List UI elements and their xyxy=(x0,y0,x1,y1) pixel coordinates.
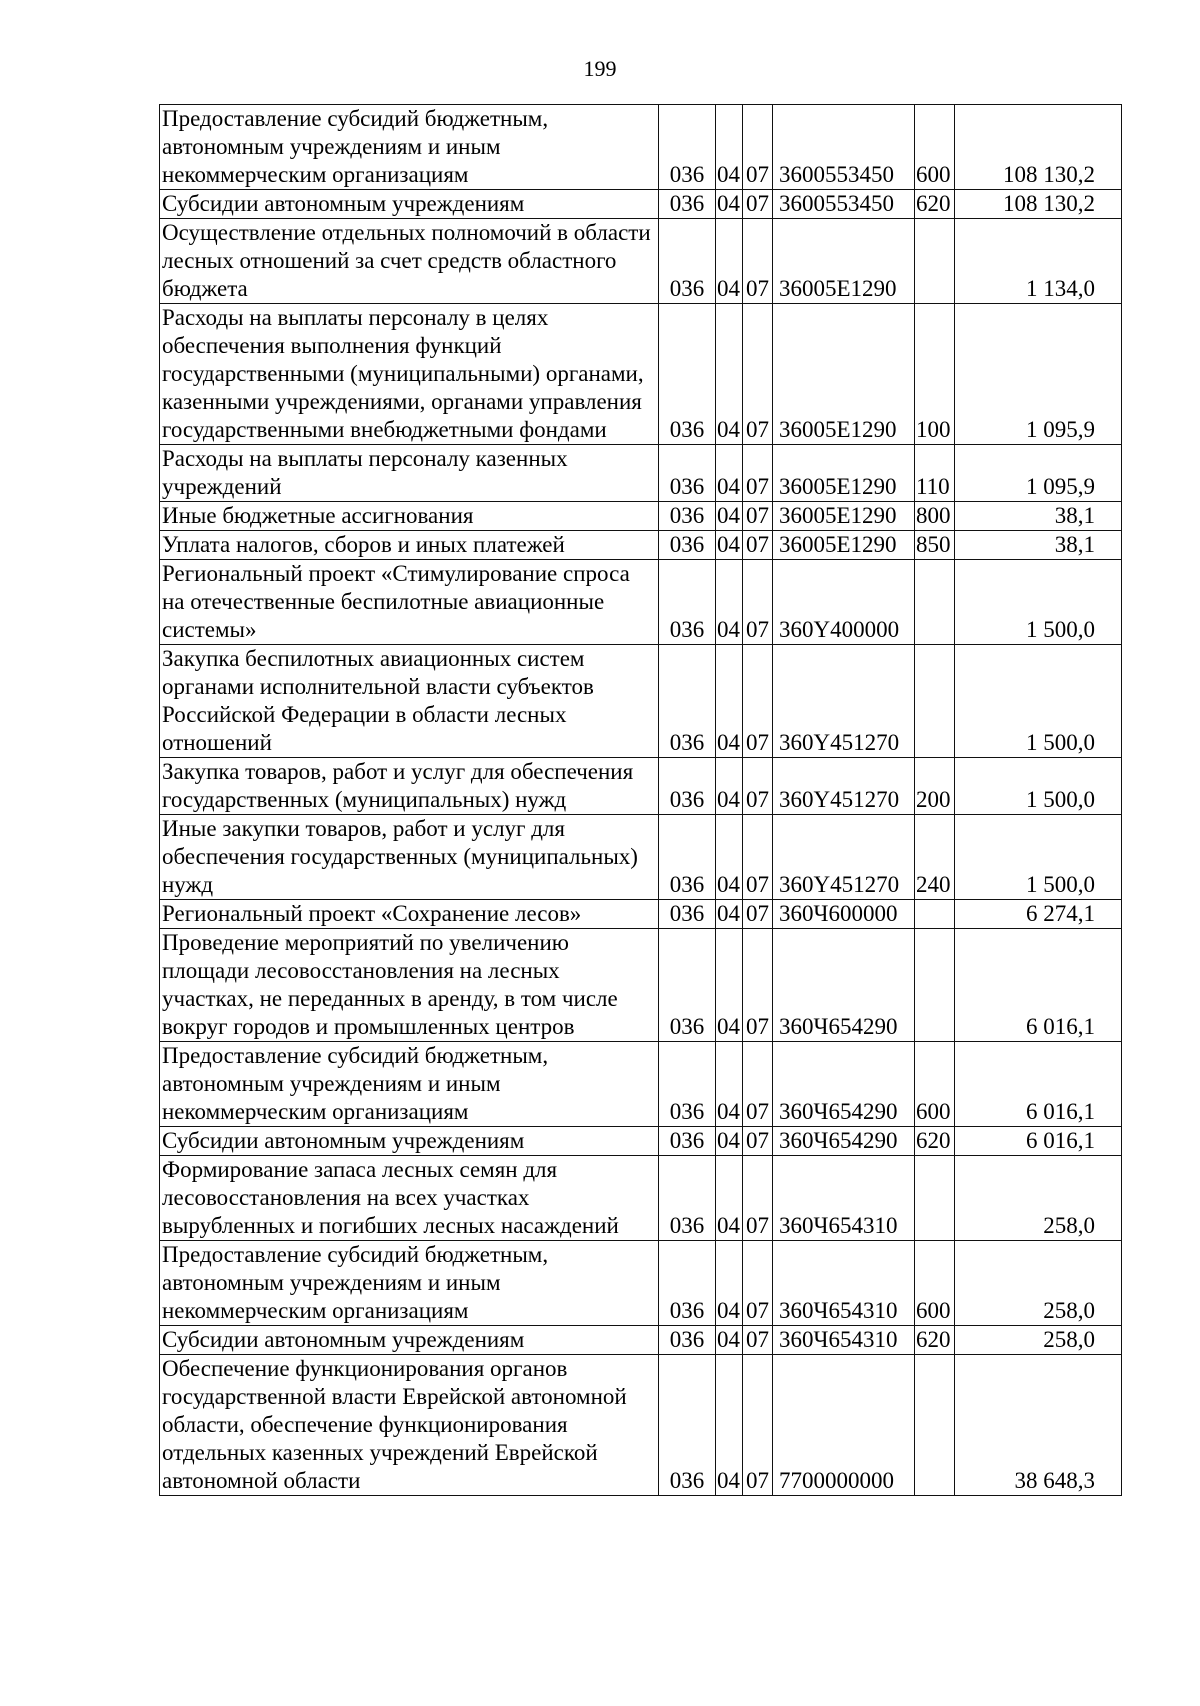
target-article-cell: 360Ч654290 xyxy=(773,1042,915,1127)
expense-type-cell xyxy=(915,219,955,304)
amount-cell: 258,0 xyxy=(955,1241,1122,1326)
expense-type-cell: 620 xyxy=(915,1127,955,1156)
table-row xyxy=(160,645,1122,758)
table-row xyxy=(160,445,1122,502)
expense-name-cell: Обеспечение функционирования органов государственной власти Еврейской автономной области, обеспечение функционирования отдельных казенных учреждений Еврейской автономной области xyxy=(160,1355,659,1496)
expense-type-cell: 600 xyxy=(915,1241,955,1326)
target-article-cell: 7700000000 xyxy=(773,1355,915,1496)
section-code-cell: 04 xyxy=(716,1326,743,1355)
ministry-code-cell: 036 xyxy=(659,645,716,758)
expense-type-cell xyxy=(915,1156,955,1241)
section-code-cell: 04 xyxy=(716,190,743,219)
target-article-cell: 360Y400000 xyxy=(773,560,915,645)
expense-name-cell: Субсидии автономным учреждениям xyxy=(160,1127,659,1156)
table-row xyxy=(160,815,1122,900)
table-row xyxy=(160,929,1122,1042)
expense-type-cell: 200 xyxy=(915,758,955,815)
table-row xyxy=(160,502,1122,531)
section-code-cell: 04 xyxy=(716,1156,743,1241)
ministry-code-cell: 036 xyxy=(659,445,716,502)
ministry-code-cell: 036 xyxy=(659,1241,716,1326)
table-row xyxy=(160,1042,1122,1127)
subsection-code-cell: 07 xyxy=(743,1355,773,1496)
expense-name-cell: Закупка товаров, работ и услуг для обеспечения государственных (муниципальных) нужд xyxy=(160,758,659,815)
expense-type-cell: 850 xyxy=(915,531,955,560)
ministry-code-cell: 036 xyxy=(659,1355,716,1496)
ministry-code-cell: 036 xyxy=(659,1326,716,1355)
expense-type-cell: 100 xyxy=(915,304,955,445)
section-code-cell: 04 xyxy=(716,105,743,190)
amount-cell: 108 130,2 xyxy=(955,105,1122,190)
ministry-code-cell: 036 xyxy=(659,758,716,815)
expense-name-cell: Уплата налогов, сборов и иных платежей xyxy=(160,531,659,560)
amount-cell: 1 500,0 xyxy=(955,560,1122,645)
subsection-code-cell: 07 xyxy=(743,900,773,929)
table-row xyxy=(160,560,1122,645)
section-code-cell: 04 xyxy=(716,900,743,929)
expense-type-cell xyxy=(915,645,955,758)
amount-cell: 6 016,1 xyxy=(955,1042,1122,1127)
target-article-cell: 360Ч654310 xyxy=(773,1241,915,1326)
amount-cell: 1 095,9 xyxy=(955,304,1122,445)
subsection-code-cell: 07 xyxy=(743,502,773,531)
amount-cell: 1 095,9 xyxy=(955,445,1122,502)
expense-type-cell: 620 xyxy=(915,190,955,219)
target-article-cell: 36005E1290 xyxy=(773,445,915,502)
section-code-cell: 04 xyxy=(716,929,743,1042)
target-article-cell: 360Y451270 xyxy=(773,645,915,758)
subsection-code-cell: 07 xyxy=(743,1241,773,1326)
amount-cell: 6 274,1 xyxy=(955,900,1122,929)
amount-cell: 6 016,1 xyxy=(955,929,1122,1042)
table-row xyxy=(160,531,1122,560)
target-article-cell: 36005E1290 xyxy=(773,219,915,304)
target-article-cell: 360Ч654290 xyxy=(773,1127,915,1156)
table-row xyxy=(160,105,1122,190)
amount-cell: 108 130,2 xyxy=(955,190,1122,219)
expense-type-cell xyxy=(915,1355,955,1496)
subsection-code-cell: 07 xyxy=(743,1127,773,1156)
amount-cell: 38,1 xyxy=(955,502,1122,531)
ministry-code-cell: 036 xyxy=(659,304,716,445)
ministry-code-cell: 036 xyxy=(659,190,716,219)
section-code-cell: 04 xyxy=(716,1127,743,1156)
amount-cell: 1 500,0 xyxy=(955,645,1122,758)
amount-cell: 6 016,1 xyxy=(955,1127,1122,1156)
subsection-code-cell: 07 xyxy=(743,445,773,502)
amount-cell: 38 648,3 xyxy=(955,1355,1122,1496)
subsection-code-cell: 07 xyxy=(743,758,773,815)
section-code-cell: 04 xyxy=(716,502,743,531)
target-article-cell: 360Y451270 xyxy=(773,815,915,900)
table-row xyxy=(160,190,1122,219)
ministry-code-cell: 036 xyxy=(659,929,716,1042)
expense-name-cell: Предоставление субсидий бюджетным, автономным учреждениям и иным некоммерческим организациям xyxy=(160,1241,659,1326)
expense-name-cell: Формирование запаса лесных семян для лесовосстановления на всех участках вырубленных и погибших лесных насаждений xyxy=(160,1156,659,1241)
expense-type-cell: 240 xyxy=(915,815,955,900)
ministry-code-cell: 036 xyxy=(659,105,716,190)
section-code-cell: 04 xyxy=(716,645,743,758)
table-row xyxy=(160,900,1122,929)
table-row xyxy=(160,1326,1122,1355)
amount-cell: 38,1 xyxy=(955,531,1122,560)
amount-cell: 258,0 xyxy=(955,1156,1122,1241)
section-code-cell: 04 xyxy=(716,1355,743,1496)
section-code-cell: 04 xyxy=(716,1042,743,1127)
table-row xyxy=(160,758,1122,815)
subsection-code-cell: 07 xyxy=(743,219,773,304)
target-article-cell: 3600553450 xyxy=(773,190,915,219)
expense-name-cell: Региональный проект «Стимулирование спроса на отечественные беспилотные авиационные системы» xyxy=(160,560,659,645)
expense-name-cell: Закупка беспилотных авиационных систем органами исполнительной власти субъектов Российской Федерации в области лесных отношений xyxy=(160,645,659,758)
table-row xyxy=(160,1156,1122,1241)
expense-type-cell: 800 xyxy=(915,502,955,531)
section-code-cell: 04 xyxy=(716,560,743,645)
page-number: 199 xyxy=(583,56,617,81)
expense-name-cell: Предоставление субсидий бюджетным, автономным учреждениям и иным некоммерческим организациям xyxy=(160,105,659,190)
expense-name-cell: Субсидии автономным учреждениям xyxy=(160,190,659,219)
table-body xyxy=(160,105,1122,1496)
section-code-cell: 04 xyxy=(716,219,743,304)
expense-type-cell: 110 xyxy=(915,445,955,502)
expense-type-cell: 600 xyxy=(915,1042,955,1127)
expense-name-cell: Проведение мероприятий по увеличению площади лесовосстановления на лесных участках, не переданных в аренду, в том числе вокруг городов и промышленных центров xyxy=(160,929,659,1042)
subsection-code-cell: 07 xyxy=(743,1042,773,1127)
target-article-cell: 36005E1290 xyxy=(773,531,915,560)
subsection-code-cell: 07 xyxy=(743,105,773,190)
expense-name-cell: Расходы на выплаты персоналу казенных учреждений xyxy=(160,445,659,502)
ministry-code-cell: 036 xyxy=(659,560,716,645)
ministry-code-cell: 036 xyxy=(659,502,716,531)
expense-name-cell: Иные бюджетные ассигнования xyxy=(160,502,659,531)
subsection-code-cell: 07 xyxy=(743,815,773,900)
subsection-code-cell: 07 xyxy=(743,531,773,560)
expense-name-cell: Расходы на выплаты персоналу в целях обеспечения выполнения функций государственными (муниципальными) органами, казенными учреждениями, органами управления государственными внебюджетными фондами xyxy=(160,304,659,445)
ministry-code-cell: 036 xyxy=(659,1042,716,1127)
expense-type-cell xyxy=(915,900,955,929)
table-row xyxy=(160,304,1122,445)
expense-name-cell: Иные закупки товаров, работ и услуг для обеспечения государственных (муниципальных) нужд xyxy=(160,815,659,900)
ministry-code-cell: 036 xyxy=(659,1156,716,1241)
expense-name-cell: Региональный проект «Сохранение лесов» xyxy=(160,900,659,929)
section-code-cell: 04 xyxy=(716,815,743,900)
subsection-code-cell: 07 xyxy=(743,304,773,445)
amount-cell: 1 500,0 xyxy=(955,758,1122,815)
budget-table xyxy=(159,104,1122,1496)
expense-type-cell xyxy=(915,560,955,645)
section-code-cell: 04 xyxy=(716,758,743,815)
subsection-code-cell: 07 xyxy=(743,929,773,1042)
amount-cell: 258,0 xyxy=(955,1326,1122,1355)
amount-cell: 1 500,0 xyxy=(955,815,1122,900)
expense-type-cell: 620 xyxy=(915,1326,955,1355)
target-article-cell: 36005E1290 xyxy=(773,502,915,531)
subsection-code-cell: 07 xyxy=(743,645,773,758)
ministry-code-cell: 036 xyxy=(659,219,716,304)
expense-name-cell: Субсидии автономным учреждениям xyxy=(160,1326,659,1355)
table-row xyxy=(160,219,1122,304)
section-code-cell: 04 xyxy=(716,531,743,560)
target-article-cell: 360Y451270 xyxy=(773,758,915,815)
subsection-code-cell: 07 xyxy=(743,560,773,645)
ministry-code-cell: 036 xyxy=(659,900,716,929)
subsection-code-cell: 07 xyxy=(743,1326,773,1355)
table-row xyxy=(160,1127,1122,1156)
expense-type-cell xyxy=(915,929,955,1042)
target-article-cell: 360Ч654310 xyxy=(773,1326,915,1355)
table-row xyxy=(160,1241,1122,1326)
target-article-cell: 3600553450 xyxy=(773,105,915,190)
amount-cell: 1 134,0 xyxy=(955,219,1122,304)
expense-type-cell: 600 xyxy=(915,105,955,190)
target-article-cell: 360Ч654290 xyxy=(773,929,915,1042)
target-article-cell: 360Ч654310 xyxy=(773,1156,915,1241)
expense-name-cell: Осуществление отдельных полномочий в области лесных отношений за счет средств областного бюджета xyxy=(160,219,659,304)
ministry-code-cell: 036 xyxy=(659,1127,716,1156)
table-row xyxy=(160,1355,1122,1496)
section-code-cell: 04 xyxy=(716,1241,743,1326)
ministry-code-cell: 036 xyxy=(659,815,716,900)
subsection-code-cell: 07 xyxy=(743,1156,773,1241)
ministry-code-cell: 036 xyxy=(659,531,716,560)
target-article-cell: 360Ч600000 xyxy=(773,900,915,929)
subsection-code-cell: 07 xyxy=(743,190,773,219)
section-code-cell: 04 xyxy=(716,445,743,502)
expense-name-cell: Предоставление субсидий бюджетным, автономным учреждениям и иным некоммерческим организациям xyxy=(160,1042,659,1127)
section-code-cell: 04 xyxy=(716,304,743,445)
target-article-cell: 36005E1290 xyxy=(773,304,915,445)
